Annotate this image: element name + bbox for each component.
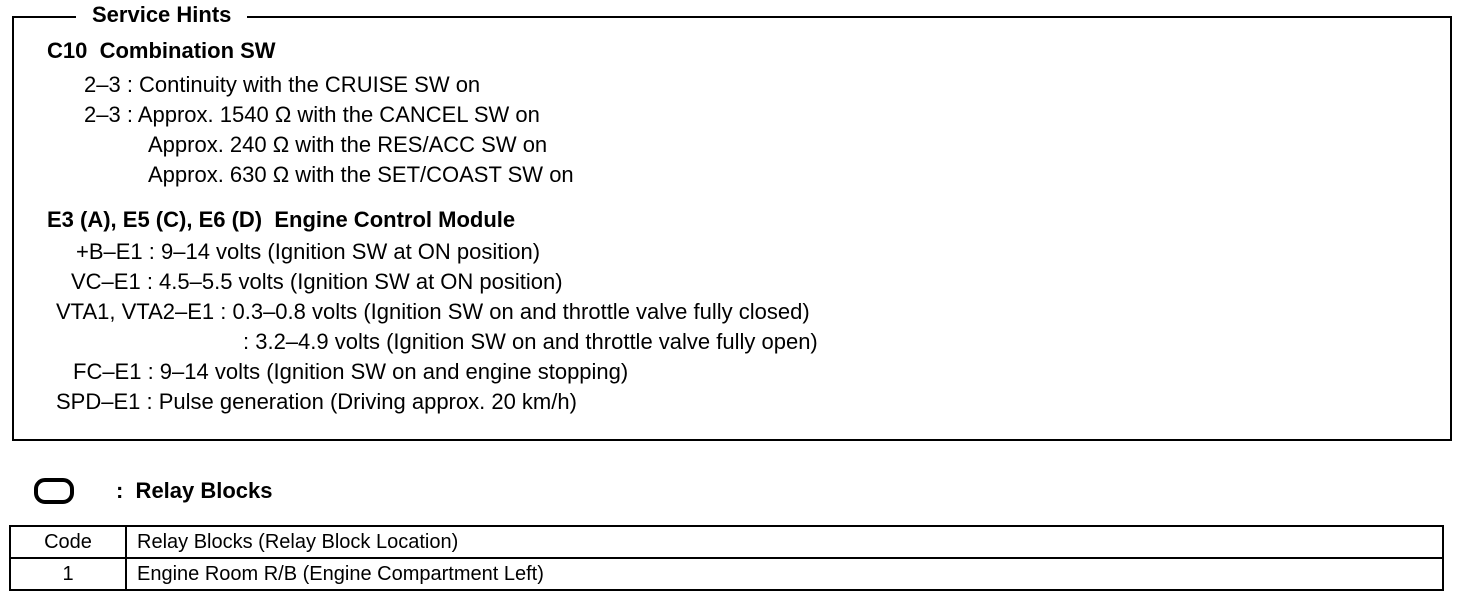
relay-blocks-table [9, 525, 1444, 591]
ecm-line-1: +B–E1 : 9–14 volts (Ignition SW at ON position) [76, 239, 541, 264]
c10-line-2: 2–3 : Approx. 1540 Ω with the CANCEL SW on [84, 102, 540, 127]
table-row [10, 558, 1443, 590]
ecm-line-2: VC–E1 : 4.5–5.5 volts (Ignition SW at ON position) [71, 269, 563, 294]
service-hints-title: Service Hints [76, 1, 247, 29]
ecm-line-5: FC–E1 : 9–14 volts (Ignition SW on and engine stopping) [73, 359, 629, 384]
row-code: 1 [10, 558, 126, 590]
ecm-line-3: VTA1, VTA2–E1 : 0.3–0.8 volts (Ignition SW on and throttle valve fully closed) [56, 299, 810, 324]
relay-blocks-label: : Relay Blocks [116, 478, 273, 503]
c10-line-4: Approx. 630 Ω with the SET/COAST SW on [148, 162, 574, 187]
row-relay-block-location: Engine Room R/B (Engine Compartment Left) [126, 558, 1443, 590]
ecm-line-4: : 3.2–4.9 volts (Ignition SW on and throttle valve fully open) [243, 329, 818, 354]
ecm-line-6: SPD–E1 : Pulse generation (Driving approx. 20 km/h) [56, 389, 577, 414]
header-code: Code [10, 526, 126, 558]
table-header-row [10, 526, 1443, 558]
c10-line-3: Approx. 240 Ω with the RES/ACC SW on [148, 132, 548, 157]
header-relay-block-location: Relay Blocks (Relay Block Location) [126, 526, 1443, 558]
ecm-heading: E3 (A), E5 (C), E6 (D) Engine Control Module [47, 207, 516, 232]
c10-line-1: 2–3 : Continuity with the CRUISE SW on [84, 72, 481, 97]
c10-heading: C10 Combination SW [47, 38, 276, 63]
rounded-rectangle-icon [34, 478, 74, 504]
